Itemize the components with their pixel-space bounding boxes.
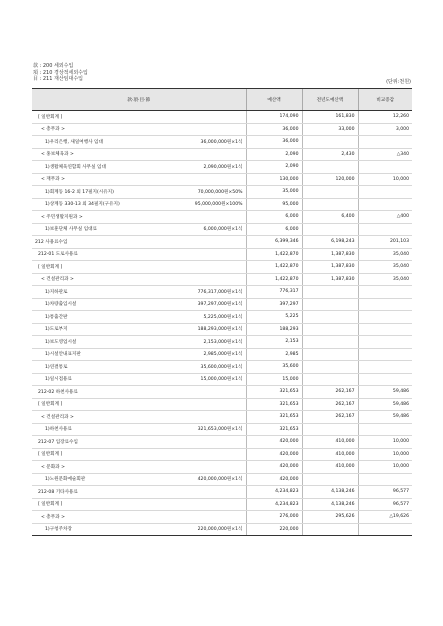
row-label: < 문화과 > <box>41 464 65 470</box>
budget-cell: 174,090 <box>246 111 302 124</box>
prev-budget-cell <box>302 223 358 236</box>
difference-cell: △340 <box>358 148 412 161</box>
table-row <box>32 373 412 386</box>
table-row <box>32 111 412 124</box>
difference-cell <box>358 473 412 486</box>
header-line-1: 款 : 200 세외수입 <box>33 63 74 69</box>
difference-cell: 35,040 <box>358 248 412 261</box>
row-label-cell <box>32 236 246 249</box>
row-label: < 건설관리과 > <box>41 277 74 283</box>
table-row <box>32 398 412 411</box>
prev-budget-cell <box>302 311 358 324</box>
budget-cell: 4,234,823 <box>246 498 302 511</box>
difference-cell: 3,000 <box>358 123 412 136</box>
difference-cell: 10,000 <box>358 173 412 186</box>
prev-budget-cell <box>302 186 358 199</box>
row-detail: 776,317,000원×1식 <box>197 289 243 295</box>
difference-cell: △19,626 <box>358 511 412 524</box>
budget-cell: 420,000 <box>246 461 302 474</box>
row-label-cell <box>32 473 246 486</box>
row-label: [ 일반회계 ] <box>38 264 63 270</box>
budget-cell: 2,985 <box>246 348 302 361</box>
budget-cell: 36,000 <box>246 136 302 149</box>
prev-budget-cell: 262,167 <box>302 411 358 424</box>
row-label-cell <box>32 161 246 174</box>
table-row <box>32 323 412 336</box>
table-row <box>32 211 412 224</box>
row-detail: 2,090,000원×1식 <box>203 164 243 170</box>
budget-cell: 776,317 <box>246 286 302 299</box>
row-label: 1)구청주차장 <box>45 527 72 533</box>
difference-cell: 12,260 <box>358 111 412 124</box>
row-label: 1)생활체육연합회 사무실 임대 <box>45 164 106 170</box>
difference-cell: 96,577 <box>358 486 412 499</box>
budget-cell: 420,000 <box>246 448 302 461</box>
table-row <box>32 523 412 536</box>
table-row <box>32 173 412 186</box>
column-header-prev-budget: 전년도예산액 <box>302 89 358 111</box>
prev-budget-cell: 262,167 <box>302 398 358 411</box>
table-row <box>32 511 412 524</box>
budget-cell: 1,422,870 <box>246 273 302 286</box>
table-row <box>32 261 412 274</box>
difference-cell <box>358 186 412 199</box>
prev-budget-cell <box>302 198 358 211</box>
table-header-row <box>32 89 412 111</box>
difference-cell <box>358 136 412 149</box>
row-detail: 36,000,000원×1식 <box>200 139 243 145</box>
row-label-cell <box>32 273 246 286</box>
table-row <box>32 123 412 136</box>
row-label: 1)연결통로 <box>45 364 68 370</box>
budget-cell: 220,000 <box>246 523 302 536</box>
budget-cell: 321,653 <box>246 411 302 424</box>
table-row <box>32 273 412 286</box>
row-detail: 35,600,000원×1식 <box>200 364 243 370</box>
difference-cell: 96,577 <box>358 498 412 511</box>
difference-cell <box>358 361 412 374</box>
row-label-cell <box>32 336 246 349</box>
table-row <box>32 148 412 161</box>
prev-budget-cell: 410,000 <box>302 436 358 449</box>
prev-budget-cell: 1,387,830 <box>302 261 358 274</box>
row-label: < 총무과 > <box>41 514 65 520</box>
row-detail: 95,000,000원×100% <box>194 202 243 208</box>
budget-cell: 5,225 <box>246 311 302 324</box>
row-label-cell <box>32 248 246 261</box>
column-header-budget: 예산액 <box>246 89 302 111</box>
row-label: [ 일반회계 ] <box>38 114 63 120</box>
row-detail: 397,297,000원×1식 <box>197 302 243 308</box>
table-row <box>32 286 412 299</box>
prev-budget-cell: 410,000 <box>302 461 358 474</box>
prev-budget-cell: 120,000 <box>302 173 358 186</box>
budget-cell: 35,600 <box>246 361 302 374</box>
difference-cell: 10,000 <box>358 436 412 449</box>
row-label-cell <box>32 323 246 336</box>
budget-cell: 321,653 <box>246 386 302 399</box>
row-detail: 70,000,000원×50% <box>197 189 243 195</box>
row-label-cell <box>32 173 246 186</box>
prev-budget-cell: 6,400 <box>302 211 358 224</box>
table-row <box>32 348 412 361</box>
prev-budget-cell: 1,387,830 <box>302 248 358 261</box>
row-detail: 5,225,000원×1식 <box>203 314 243 320</box>
difference-cell: 59,486 <box>358 411 412 424</box>
header-line-2: 項 : 210 경상적세외수입 <box>33 69 88 76</box>
row-label-cell <box>32 211 246 224</box>
prev-budget-cell <box>302 473 358 486</box>
prev-budget-cell <box>302 423 358 436</box>
budget-cell: 420,000 <box>246 436 302 449</box>
prev-budget-cell <box>302 373 358 386</box>
budget-cell: 2,090 <box>246 148 302 161</box>
table-row <box>32 436 412 449</box>
row-label-cell <box>32 411 246 424</box>
difference-cell: 59,486 <box>358 398 412 411</box>
difference-cell <box>358 373 412 386</box>
row-label-cell <box>32 286 246 299</box>
budget-cell: 130,000 <box>246 173 302 186</box>
row-label-cell <box>32 348 246 361</box>
row-label: [ 일반회계 ] <box>38 502 63 508</box>
row-label: 1)통출간판 <box>45 314 68 320</box>
row-label-cell <box>32 523 246 536</box>
row-label-cell <box>32 111 246 124</box>
row-detail: 15,000,000원×1식 <box>200 377 243 383</box>
row-label: < 홍보체육과 > <box>41 152 74 158</box>
budget-cell: 321,653 <box>246 398 302 411</box>
difference-cell: 59,486 <box>358 386 412 399</box>
unit-label: (단위:천원) <box>386 79 411 85</box>
row-label-cell <box>32 398 246 411</box>
difference-cell: 35,040 <box>358 261 412 274</box>
table-row <box>32 161 412 174</box>
row-label: < 건설관리과 > <box>41 414 74 420</box>
row-label: 212-07 입장료수입 <box>38 439 78 445</box>
row-label-cell <box>32 461 246 474</box>
prev-budget-cell <box>302 323 358 336</box>
row-detail: 2,153,000원×1식 <box>203 339 243 345</box>
difference-cell <box>358 311 412 324</box>
table-row <box>32 311 412 324</box>
prev-budget-cell: 4,138,246 <box>302 486 358 499</box>
row-label: < 주민생활지원과 > <box>41 214 83 220</box>
row-label-cell <box>32 511 246 524</box>
header-line-3: 目 : 211 재산임대수입 <box>33 76 83 82</box>
row-label-cell <box>32 198 246 211</box>
row-label: 1)차량출입시설 <box>45 302 77 308</box>
row-label-cell <box>32 436 246 449</box>
row-label: 212-08 기타사용료 <box>38 489 78 495</box>
budget-cell: 2,153 <box>246 336 302 349</box>
prev-budget-cell <box>302 298 358 311</box>
budget-cell: 397,297 <box>246 298 302 311</box>
row-label: 1)지하관로 <box>45 289 68 295</box>
budget-cell: 6,000 <box>246 211 302 224</box>
row-detail: 220,000,000원×1식 <box>197 527 243 533</box>
table-row <box>32 361 412 374</box>
prev-budget-cell <box>302 361 358 374</box>
table-row <box>32 236 412 249</box>
prev-budget-cell: 6,198,243 <box>302 236 358 249</box>
difference-cell <box>358 423 412 436</box>
row-label-cell <box>32 311 246 324</box>
budget-cell: 4,234,823 <box>246 486 302 499</box>
budget-cell: 36,000 <box>246 123 302 136</box>
row-label: 212 사용료수입 <box>35 239 68 245</box>
prev-budget-cell <box>302 136 358 149</box>
prev-budget-cell: 262,167 <box>302 386 358 399</box>
row-label-cell <box>32 486 246 499</box>
budget-cell: 95,000 <box>246 198 302 211</box>
row-label: [ 일반회계 ] <box>38 452 63 458</box>
row-detail: 321,653,000원×1식 <box>197 427 243 433</box>
difference-cell <box>358 286 412 299</box>
table-row <box>32 461 412 474</box>
difference-cell <box>358 336 412 349</box>
budget-cell: 276,000 <box>246 511 302 524</box>
row-label: 1)도로부지 <box>45 327 68 333</box>
table-row <box>32 448 412 461</box>
row-label: 212-02 하천사용료 <box>38 389 78 395</box>
table-row <box>32 486 412 499</box>
row-label-cell <box>32 373 246 386</box>
prev-budget-cell: 33,000 <box>302 123 358 136</box>
prev-budget-cell <box>302 161 358 174</box>
difference-cell <box>358 323 412 336</box>
row-label-cell <box>32 361 246 374</box>
prev-budget-cell: 2,430 <box>302 148 358 161</box>
prev-budget-cell: 161,830 <box>302 111 358 124</box>
budget-cell: 321,653 <box>246 423 302 436</box>
row-label: 1)상계동 330-13 외 34필지(구유지) <box>45 202 120 208</box>
row-label: < 총무과 > <box>41 127 65 133</box>
row-label: 1)회계동 16-2 외 17필지(시유지) <box>45 189 114 195</box>
budget-cell: 1,422,870 <box>246 261 302 274</box>
prev-budget-cell <box>302 523 358 536</box>
budget-cell: 420,000 <box>246 473 302 486</box>
budget-cell: 2,090 <box>246 161 302 174</box>
row-label-cell <box>32 261 246 274</box>
row-label-cell <box>32 423 246 436</box>
row-label: 1)시설안내표지판 <box>45 352 81 358</box>
row-label-cell <box>32 448 246 461</box>
prev-budget-cell: 1,387,830 <box>302 273 358 286</box>
difference-cell: △400 <box>358 211 412 224</box>
row-label: 1)보훈단체 사무실 임대료 <box>45 227 98 233</box>
row-label-cell <box>32 123 246 136</box>
row-detail: 420,000,000원×1식 <box>197 477 243 483</box>
difference-cell <box>358 223 412 236</box>
budget-table <box>32 88 412 536</box>
difference-cell: 201,103 <box>358 236 412 249</box>
prev-budget-cell <box>302 336 358 349</box>
table-row <box>32 136 412 149</box>
prev-budget-cell: 295,626 <box>302 511 358 524</box>
table-row <box>32 423 412 436</box>
prev-budget-cell <box>302 348 358 361</box>
table-row <box>32 411 412 424</box>
page-header <box>33 63 88 83</box>
table-row <box>32 336 412 349</box>
difference-cell <box>358 523 412 536</box>
row-label: [ 일반회계 ] <box>38 402 63 408</box>
row-label-cell <box>32 186 246 199</box>
row-label: 1)노원문화예술회관 <box>45 477 86 483</box>
row-label-cell <box>32 148 246 161</box>
difference-cell: 10,000 <box>358 461 412 474</box>
table-row <box>32 473 412 486</box>
budget-cell: 6,000 <box>246 223 302 236</box>
table-row <box>32 186 412 199</box>
table-row <box>32 198 412 211</box>
row-label: 1)보도영업시설 <box>45 339 77 345</box>
column-header-difference: 비교증감 <box>358 89 412 111</box>
difference-cell <box>358 298 412 311</box>
budget-cell: 188,293 <box>246 323 302 336</box>
difference-cell <box>358 348 412 361</box>
budget-cell: 15,000 <box>246 373 302 386</box>
row-label: 212-01 도로사용료 <box>38 252 78 258</box>
prev-budget-cell: 4,138,246 <box>302 498 358 511</box>
table-row <box>32 386 412 399</box>
row-label: 1)하천사용료 <box>45 427 72 433</box>
difference-cell <box>358 161 412 174</box>
difference-cell: 10,000 <box>358 448 412 461</box>
table-body <box>32 111 412 536</box>
budget-cell: 6,399,346 <box>246 236 302 249</box>
column-header-item: 款·項·目·節 <box>32 89 246 111</box>
row-label-cell <box>32 298 246 311</box>
budget-cell: 35,000 <box>246 186 302 199</box>
row-label-cell <box>32 386 246 399</box>
row-label-cell <box>32 498 246 511</box>
table-row <box>32 223 412 236</box>
row-label-cell <box>32 136 246 149</box>
row-detail: 2,985,000원×1식 <box>203 352 243 358</box>
row-detail: 6,000,000원×1식 <box>203 227 243 233</box>
table-row <box>32 298 412 311</box>
row-detail: 188,293,000원×1식 <box>197 327 243 333</box>
difference-cell: 35,040 <box>358 273 412 286</box>
row-label: 1)일시점용료 <box>45 377 72 383</box>
difference-cell <box>358 198 412 211</box>
prev-budget-cell: 410,000 <box>302 448 358 461</box>
row-label: < 재무과 > <box>41 177 65 183</box>
table-row <box>32 498 412 511</box>
row-label: 1)우리은행, 새일여행사 임대 <box>45 139 103 145</box>
budget-cell: 1,422,870 <box>246 248 302 261</box>
prev-budget-cell <box>302 286 358 299</box>
row-label-cell <box>32 223 246 236</box>
table-row <box>32 248 412 261</box>
